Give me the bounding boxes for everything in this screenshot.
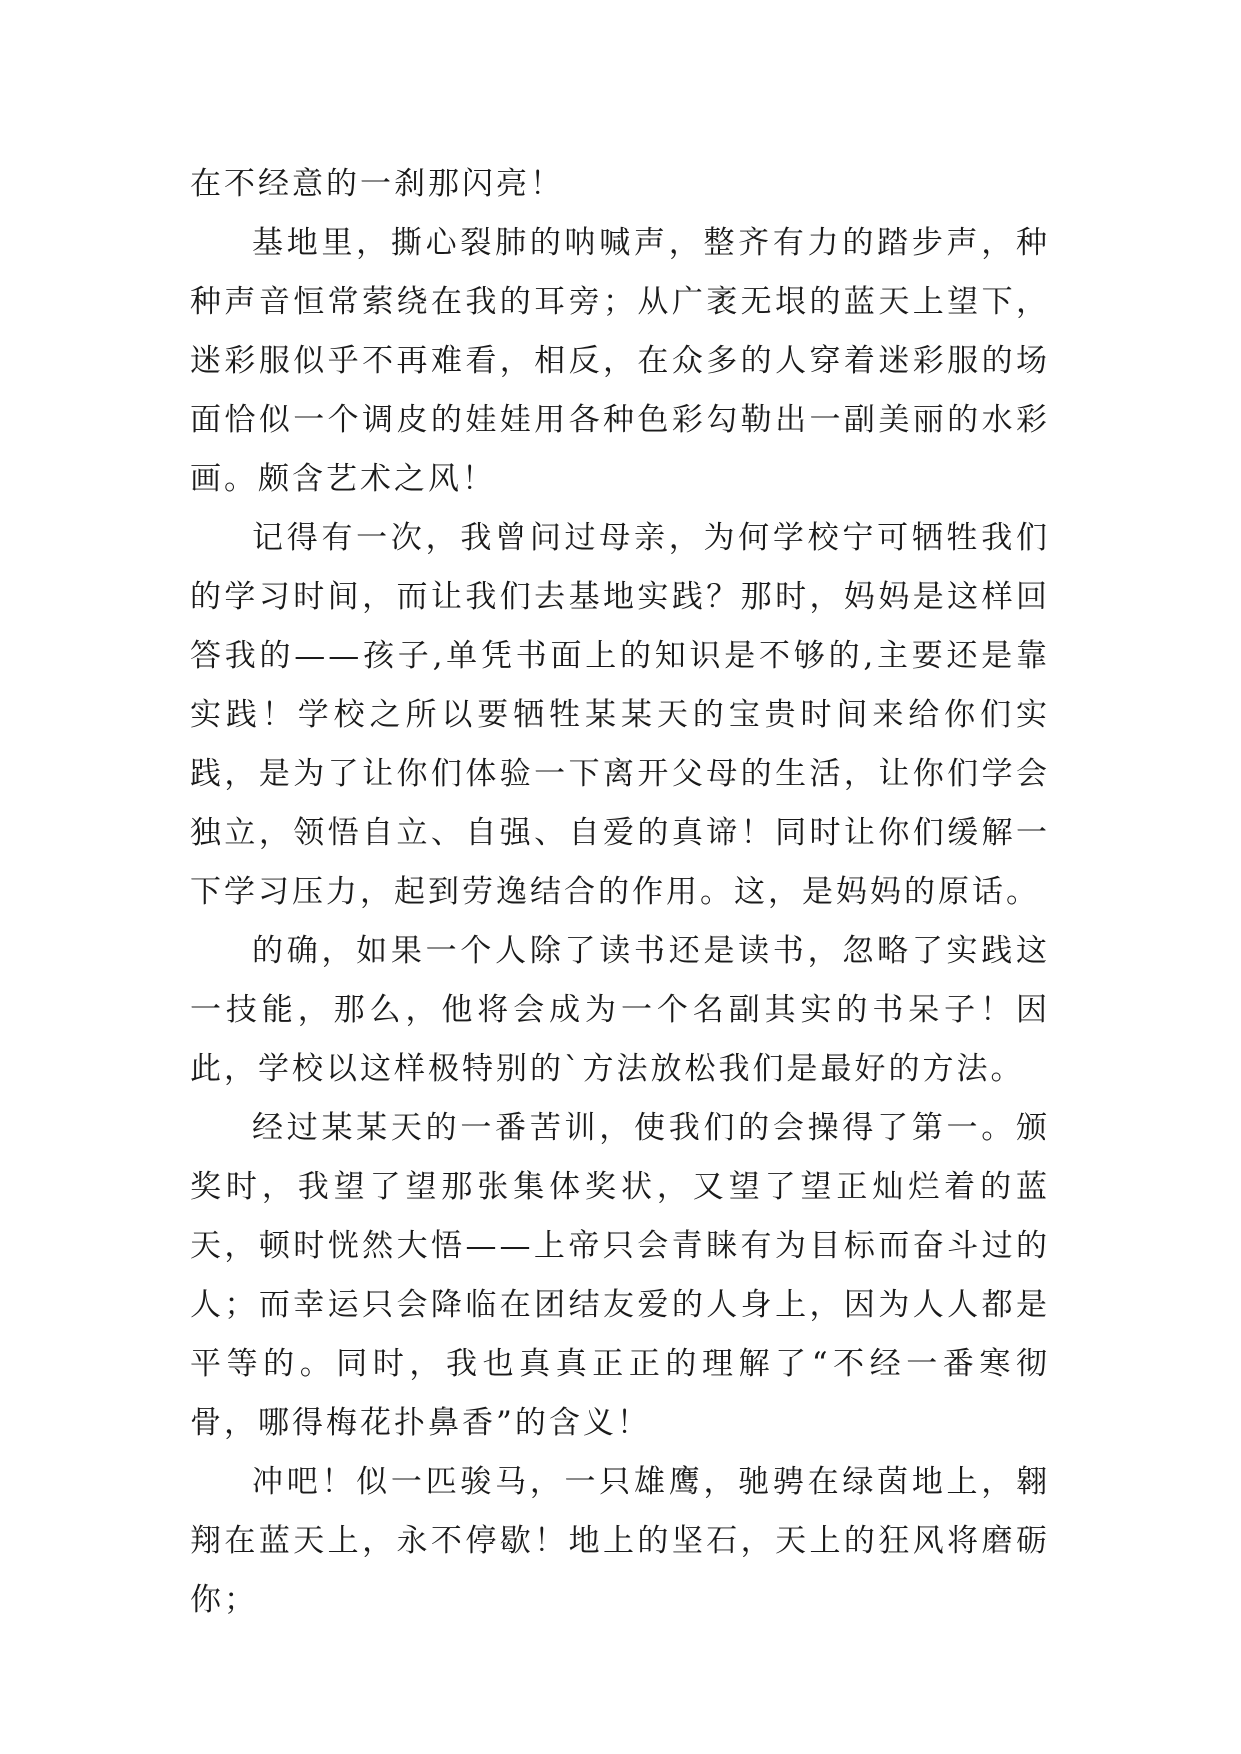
paragraph-6: 冲吧！似一匹骏马，一只雄鹰，驰骋在绿茵地上，翱翔在蓝天上，永不停歇！地上的坚石，天上的狂风将磨砺你； [190, 1464, 1050, 1618]
paragraph-4: 的确，如果一个人除了读书还是读书，忽略了实践这一技能，那么，他将会成为一个名副其实的书呆子！因此，学校以这样极特别的`方法放松我们是最好的方法。 [190, 933, 1050, 1087]
paragraph-3: 记得有一次，我曾问过母亲，为何学校宁可牺牲我们的学习时间，而让我们去基地实践？那时，妈妈是这样回答我的——孩子,单凭书面上的知识是不够的,主要还是靠实践！学校之所以要牺牲某某天的宝贵时间来给你们实践，是为了让你们体验一下离开父母的生活，让你们学会独立，领悟自立、自强、自爱的真谛！同时让你们缓解一下学习压力，起到劳逸结合的作用。这，是妈妈的原话。 [190, 520, 1050, 910]
paragraph-1: 在不经意的一刹那闪亮！ [190, 166, 564, 202]
paragraph-5: 经过某某天的一番苦训，使我们的会操得了第一。颁奖时，我望了望那张集体奖状，又望了望正灿烂着的蓝天，顿时恍然大悟——上帝只会青睐有为目标而奋斗过的人；而幸运只会降临在团结友爱的人身上，因为人人都是平等的。同时，我也真真正正的理解了“不经一番寒彻骨，哪得梅花扑鼻香”的含义！ [190, 1110, 1050, 1441]
paragraph-2: 基地里，撕心裂肺的呐喊声，整齐有力的踏步声，种种声音恒常萦绕在我的耳旁；从广袤无垠的蓝天上望下，迷彩服似乎不再难看，相反，在众多的人穿着迷彩服的场面恰似一个调皮的娃娃用各种色彩勾勒出一副美丽的水彩画。颇含艺术之风！ [190, 225, 1050, 497]
document-body [190, 155, 1050, 1630]
